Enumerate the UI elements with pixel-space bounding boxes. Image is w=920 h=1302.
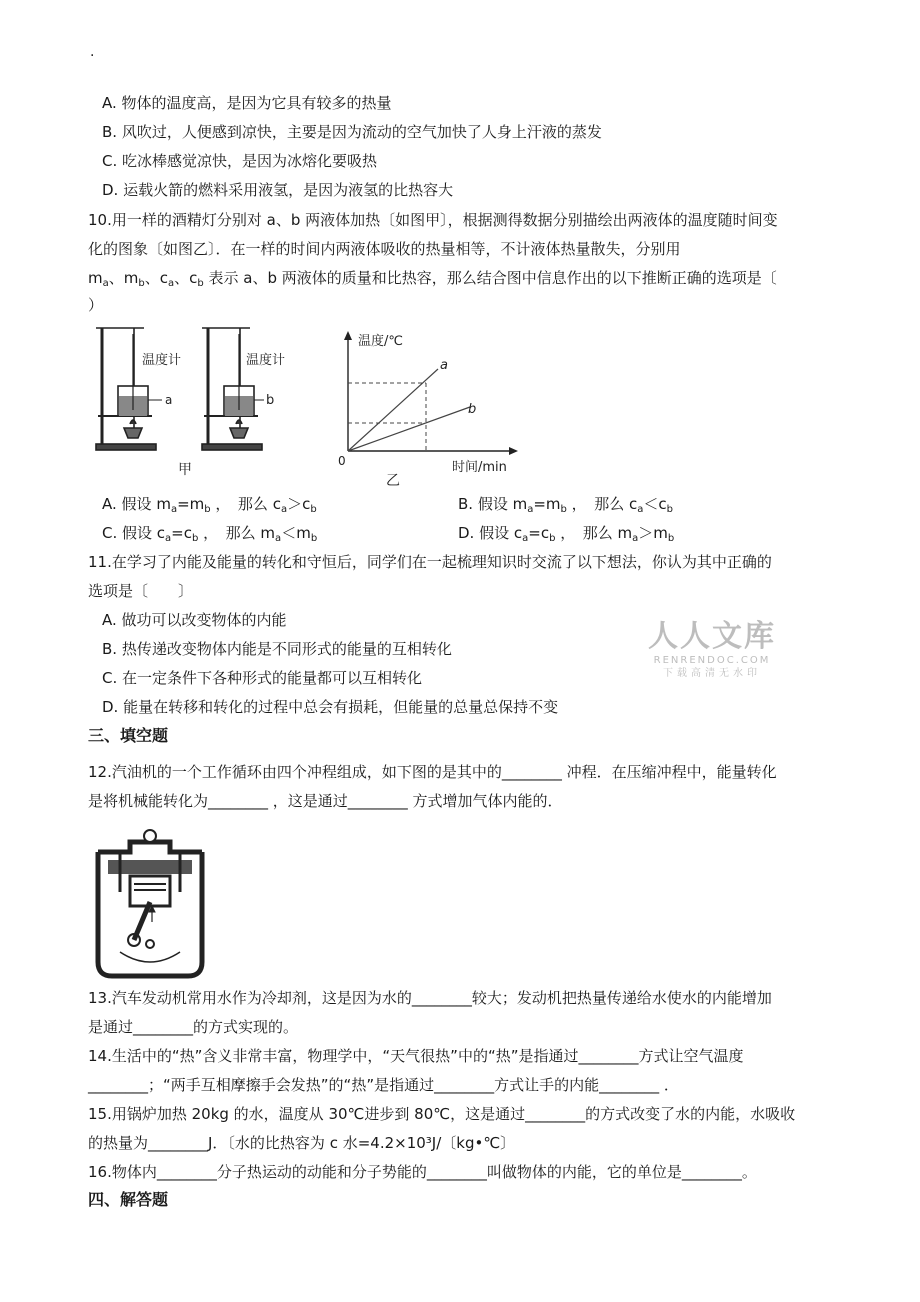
q10-option-c: C. 假设 $c_a=c_b$ ， 那么 $m_a<m_b$ — [102, 524, 318, 544]
option-d-then: 那么 — [582, 524, 613, 542]
q16-line: 16.物体内________分子热运动的动能和分子势能的________叫做物体的内能，它的单位是________。 — [88, 1163, 757, 1181]
q11-line-1: 11.在学习了内能及能量的转化和守恒后，同学们在一起梳理知识时交流了以下想法，你认为其中正确的 — [88, 553, 772, 571]
graph-y-label: 温度/℃ — [358, 334, 403, 349]
graph-x-label: 时间/min — [452, 460, 507, 475]
y-axis-arrow — [344, 331, 352, 340]
q14-line-1: 14.生活中的“热”含义非常丰富，物理学中，“天气很热”中的“热”是指通过________方式让空气温度 — [88, 1047, 744, 1065]
figure-jia-caption: 甲 — [178, 462, 192, 478]
line-a — [348, 369, 438, 451]
option-b-then: 那么 — [594, 495, 625, 513]
section-heading-fill-in: 三、填空题 — [88, 726, 169, 745]
liquid-label-a: a — [165, 393, 173, 407]
section-heading-answer: 四、解答题 — [88, 1190, 169, 1209]
liquid-label-b: b — [266, 393, 275, 408]
apparatus-a — [96, 328, 162, 450]
q11-option-d: D. 能量在转移和转化的过程中总会有损耗，但能量的总量总保持不变 — [102, 698, 559, 716]
option-a-then: 那么 — [237, 495, 268, 513]
q9-option-d: D. 运载火箭的燃料采用液氢，是因为液氢的比热容大 — [102, 181, 454, 199]
q13-line-1: 13.汽车发动机常用水作为冷却剂，这是因为水的________较大；发动机把热量传递给水使水的内能增加 — [88, 989, 772, 1007]
thermometer-label-b: 温度计 — [246, 353, 286, 368]
apparatus-b — [202, 328, 264, 450]
graph-line-b-label: b — [468, 402, 477, 417]
q14-line-2: ________；“两手互相摩擦手会发热”的“热”是指通过________方式让手的内能________ ． — [88, 1076, 679, 1094]
watermark-main: 人人文库 — [648, 619, 776, 654]
q11-line-2: 选项是〔 〕 — [88, 582, 194, 600]
q10-line-2: 化的图象〔如图乙〕．在一样的时间内两液体吸收的热量相等，不计液体热量散失，分别用 — [88, 240, 681, 258]
q9-option-b: B. 风吹过，人便感到凉快，主要是因为流动的空气加快了人身上汗液的蒸发 — [102, 123, 602, 141]
q15-line-1: 15.用锅炉加热 20kg 的水，温度从 30℃进步到 80℃，这是通过________的方式改变了水的内能，水吸收 — [88, 1105, 796, 1123]
watermark — [648, 620, 776, 680]
q10-line-3: $m_a$、$m_b$、$c_a$、$c_b$ 表示 a、b 两液体的质量和比热容，那么结合图中信息作出的以下推断正确的选项是〔 — [88, 269, 777, 289]
option-a-prefix: A. 假设 — [102, 495, 152, 513]
figure-yi-graph — [330, 325, 530, 490]
q11-option-c: C. 在一定条件下各种形式的能量都可以互相转化 — [102, 669, 423, 687]
q10-option-b: B. 假设 $m_a=m_b$ ， 那么 $c_a<c_b$ — [458, 495, 673, 515]
engine-cylinder-figure — [90, 822, 210, 982]
graph-line-a-label: a — [440, 358, 448, 373]
option-b-prefix: B. 假设 — [458, 495, 508, 513]
watermark-slogan: 下载高清无水印 — [663, 668, 761, 679]
option-c-then: 那么 — [225, 524, 256, 542]
q12-line-2: 是将机械能转化为________ ，这是通过________ 方式增加气体内能的． — [88, 792, 563, 810]
x-axis-arrow — [509, 447, 518, 455]
q11-option-a: A. 做功可以改变物体的内能 — [102, 611, 287, 629]
thermometer-label-a: 温度计 — [142, 353, 182, 368]
q9-option-a: A. 物体的温度高，是因为它具有较多的热量 — [102, 94, 392, 112]
option-d-prefix: D. 假设 — [458, 524, 510, 542]
q13-line-2: 是通过________的方式实现的。 — [88, 1018, 299, 1036]
q10-line-4: ） — [88, 296, 104, 314]
q11-option-b: B. 热传递改变物体内能是不同形式的能量的互相转化 — [102, 640, 452, 658]
figure-jia-apparatus — [88, 320, 303, 480]
figure-yi-caption: 乙 — [386, 473, 400, 489]
graph-origin: 0 — [338, 454, 346, 468]
q10-option-a: A. 假设 $m_a=m_b$ ， 那么 $c_a>c_b$ — [102, 495, 317, 515]
line-b — [348, 407, 470, 451]
q10-line-1: 10.用一样的酒精灯分别对 a、b 两液体加热〔如图甲〕，根据测得数据分别描绘出两液体的温度随时间变 — [88, 211, 778, 229]
q9-option-c: C. 吃冰棒感觉凉快，是因为冰熔化要吸热 — [102, 152, 378, 170]
watermark-site: RENRENDOC.COM — [653, 655, 771, 666]
top-mark: . — [90, 44, 95, 60]
q10-option-d: D. 假设 $c_a=c_b$ ， 那么 $m_a>m_b$ — [458, 524, 675, 544]
q15-line-2: 的热量为________J．〔水的比热容为 c 水=4.2×10³J/〔kg•℃〕 — [88, 1134, 516, 1152]
q10-line-3-tail: 表示 a、b 两液体的质量和比热容，那么结合图中信息作出的以下推断正确的选项是〔 — [208, 269, 777, 287]
option-c-prefix: C. 假设 — [102, 524, 153, 542]
q12-line-1: 12.汽油机的一个工作循环由四个冲程组成，如下图的是其中的________ 冲程．在压缩冲程中，能量转化 — [88, 763, 777, 781]
